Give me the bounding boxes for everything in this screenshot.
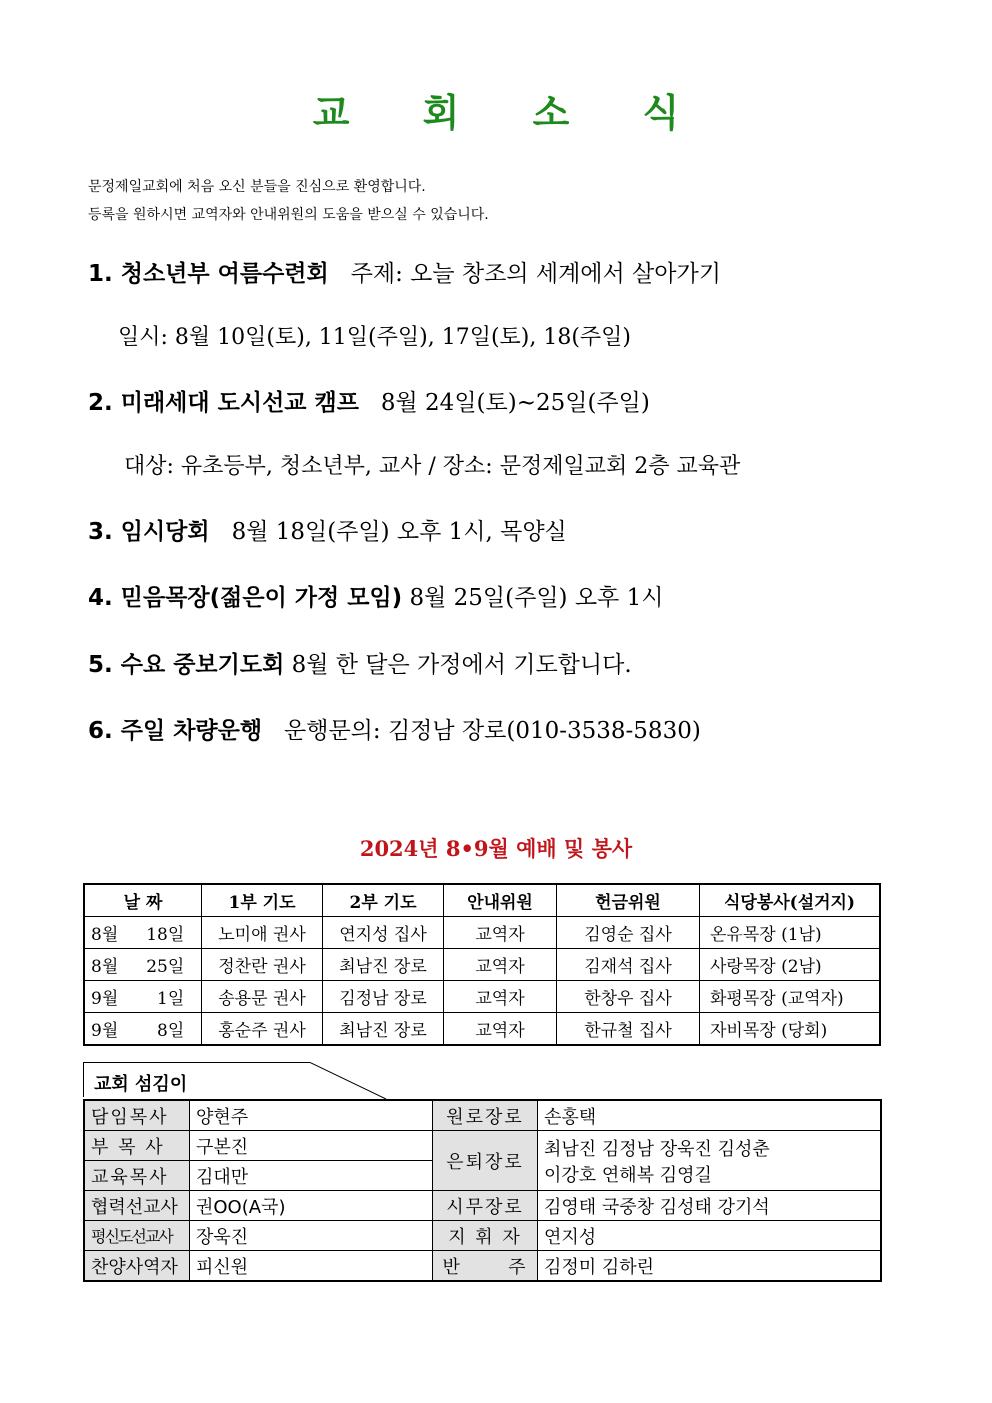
registration-text: 등록을 원하시면 교역자와 안내위원의 도움을 받으실 수 있습니다. xyxy=(88,207,489,223)
prayer2-cell: 최남진 장로 xyxy=(323,1013,444,1046)
schedule-table xyxy=(83,883,881,1046)
news-subdetail: 대상: 유초등부, 청소년부, 교사 / 장소: 문정제일교회 2층 교육관 xyxy=(124,454,741,479)
schedule-header-row xyxy=(84,884,880,917)
day: 8일 xyxy=(157,1021,185,1041)
month: 9월 xyxy=(91,989,119,1009)
prayer2-cell: 김정남 장로 xyxy=(323,981,444,1013)
news-detail: 8월 18일(주일) 오후 1시, 목양실 xyxy=(231,519,567,545)
table-row xyxy=(84,1221,881,1251)
role-label: 협력선교사 xyxy=(84,1191,190,1221)
offering-cell: 한규철 집사 xyxy=(557,1013,700,1046)
news-detail: 운행문의: 김정남 장로(010-3538-5830) xyxy=(284,718,701,744)
role-label: 원로장로 xyxy=(433,1100,538,1131)
column-header: 2부 기도 xyxy=(323,884,444,917)
usher-cell: 교역자 xyxy=(444,981,557,1013)
role-label: 은퇴장로 xyxy=(433,1131,538,1191)
prayer1-cell: 노미애 권사 xyxy=(202,917,323,949)
table-row xyxy=(84,1191,881,1221)
month: 9월 xyxy=(91,1021,119,1041)
date-cell xyxy=(84,917,202,949)
welcome-text: 문정제일교회에 처음 오신 분들을 진심으로 환영합니다. xyxy=(88,179,426,195)
column-header: 날 짜 xyxy=(84,884,202,917)
role-label: 반 주 xyxy=(433,1251,538,1282)
news-item xyxy=(88,513,567,546)
news-item xyxy=(88,579,663,612)
news-item xyxy=(88,646,632,679)
prayer2-cell: 최남진 장로 xyxy=(323,949,444,981)
role-name: 구본진 xyxy=(190,1131,433,1161)
date-cell xyxy=(84,1013,202,1046)
prayer1-cell: 홍순주 권사 xyxy=(202,1013,323,1046)
date-cell xyxy=(84,981,202,1013)
role-name: 양현주 xyxy=(190,1100,433,1131)
news-detail: 8월 24일(토)~25일(주일) xyxy=(380,390,650,416)
table-row xyxy=(84,1013,880,1046)
news-item xyxy=(88,255,721,288)
news-detail: 8월 25일(주일) 오후 1시 xyxy=(409,585,664,611)
retired-elders-line: 이강호 연해복 김영길 xyxy=(544,1164,712,1186)
page-title: 교 회 소 식 xyxy=(312,91,710,135)
role-name: 손홍택 xyxy=(538,1100,882,1131)
role-name: 김정미 김하린 xyxy=(538,1251,882,1282)
role-label: 부 목 사 xyxy=(84,1131,190,1161)
news-heading: 5. 수요 중보기도회 xyxy=(88,652,285,678)
usher-cell: 교역자 xyxy=(444,949,557,981)
role-name: 연지성 xyxy=(538,1221,882,1251)
column-header: 안내위원 xyxy=(444,884,557,917)
role-label: 지 휘 자 xyxy=(433,1221,538,1251)
role-name xyxy=(538,1131,882,1191)
role-label: 교육목사 xyxy=(84,1161,190,1191)
day: 18일 xyxy=(146,925,185,945)
role-label: 시무장로 xyxy=(433,1191,538,1221)
news-item xyxy=(88,712,701,745)
role-name: 김영태 국중창 김성태 강기석 xyxy=(538,1191,882,1221)
news-detail: 주제: 오늘 창조의 세계에서 살아가기 xyxy=(350,261,721,287)
role-name: 피신원 xyxy=(190,1251,433,1282)
kitchen-cell: 자비목장 (당회) xyxy=(700,1013,881,1046)
month: 8월 xyxy=(91,957,119,977)
news-heading: 6. 주일 차량운행 xyxy=(88,718,263,744)
prayer2-cell: 연지성 집사 xyxy=(323,917,444,949)
servants-table xyxy=(83,1099,882,1282)
kitchen-cell: 사랑목장 (2남) xyxy=(700,949,881,981)
role-label: 찬양사역자 xyxy=(84,1251,190,1282)
table-row xyxy=(84,1100,881,1131)
role-name: 김대만 xyxy=(190,1161,433,1191)
offering-cell: 한창우 집사 xyxy=(557,981,700,1013)
prayer1-cell: 정찬란 권사 xyxy=(202,949,323,981)
day: 1일 xyxy=(157,989,185,1009)
schedule-title: 2024년 8•9월 예배 및 봉사 xyxy=(359,836,633,861)
kitchen-cell: 화평목장 (교역자) xyxy=(700,981,881,1013)
date-cell xyxy=(84,949,202,981)
offering-cell: 김재석 집사 xyxy=(557,949,700,981)
news-heading: 1. 청소년부 여름수련회 xyxy=(88,261,329,287)
role-name: 장욱진 xyxy=(190,1221,433,1251)
column-header: 식당봉사(설거지) xyxy=(700,884,881,917)
role-name: 권OO(A국) xyxy=(190,1191,433,1221)
role-label: 평신도선교사 xyxy=(84,1221,190,1251)
news-item xyxy=(88,384,650,417)
news-detail: 8월 한 달은 가정에서 기도합니다. xyxy=(291,652,632,678)
servants-title: 교회 섬김이 xyxy=(83,1062,310,1097)
table-row xyxy=(84,1131,881,1161)
retired-elders-line: 최남진 김정남 장욱진 김성춘 xyxy=(544,1138,770,1160)
news-heading: 2. 미래세대 도시선교 캠프 xyxy=(88,390,359,416)
tab-divider-line xyxy=(310,1062,390,1100)
column-header: 1부 기도 xyxy=(202,884,323,917)
table-row xyxy=(84,949,880,981)
kitchen-cell: 온유목장 (1남) xyxy=(700,917,881,949)
day: 25일 xyxy=(146,957,185,977)
usher-cell: 교역자 xyxy=(444,917,557,949)
usher-cell: 교역자 xyxy=(444,1013,557,1046)
news-heading: 4. 믿음목장(젊은이 가정 모임) xyxy=(88,585,403,611)
news-heading: 3. 임시당회 xyxy=(88,519,210,545)
month: 8월 xyxy=(91,925,119,945)
news-subdetail: 일시: 8월 10일(토), 11일(주일), 17일(토), 18(주일) xyxy=(118,325,632,350)
role-label: 담임목사 xyxy=(84,1100,190,1131)
table-row xyxy=(84,981,880,1013)
offering-cell: 김영순 집사 xyxy=(557,917,700,949)
table-row xyxy=(84,917,880,949)
column-header: 헌금위원 xyxy=(557,884,700,917)
table-row xyxy=(84,1251,881,1282)
prayer1-cell: 송용문 권사 xyxy=(202,981,323,1013)
